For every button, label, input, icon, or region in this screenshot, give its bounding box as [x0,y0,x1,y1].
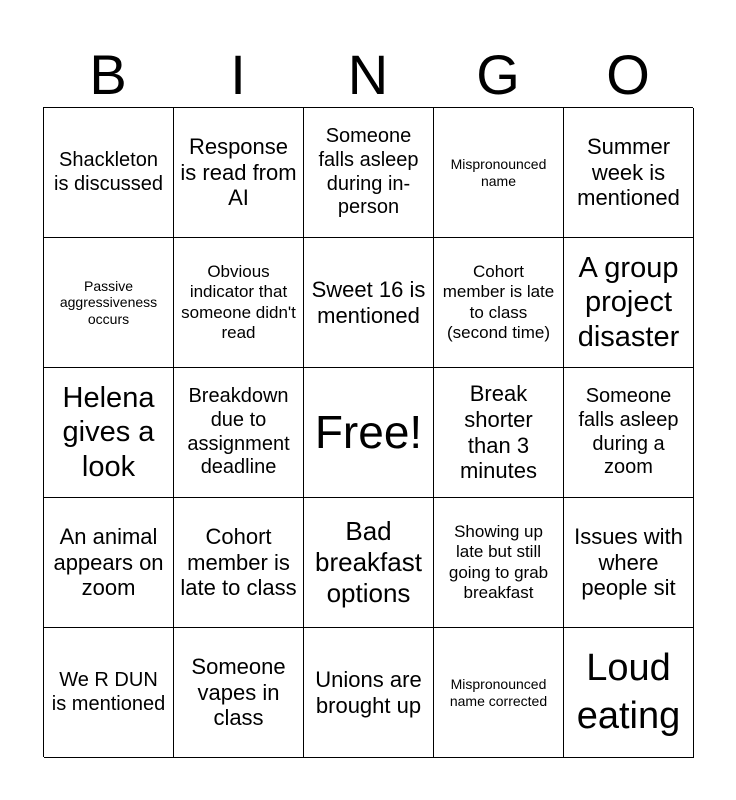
cell-text: We R DUN is mentioned [51,668,166,715]
cell-text: Mispronounced name [450,155,547,189]
bingo-cell[interactable] [434,368,564,498]
cell-text: Cohort member is late to class (second time) [442,262,555,342]
bingo-cell[interactable] [44,498,174,628]
bingo-cell[interactable] [174,238,304,368]
bingo-cell[interactable] [434,108,564,238]
bingo-cell[interactable] [434,498,564,628]
cell-text: Breakdown due to assignment deadline [187,385,290,479]
cell-text: Loud eating [576,647,681,737]
bingo-cell[interactable] [304,628,434,758]
cell-text: Mispronounced name corrected [449,675,548,709]
bingo-cell[interactable] [434,238,564,368]
bingo-cell[interactable] [564,498,694,628]
cell-text: Issues with where people sit [574,523,683,601]
bingo-cell[interactable] [174,628,304,758]
bingo-cell[interactable] [44,628,174,758]
header-letter-o: O [606,43,650,106]
cell-text: Helena gives a look [62,382,155,483]
cell-text: A group project disaster [577,252,680,353]
bingo-cell[interactable] [44,238,174,368]
cell-text: Showing up late but still going to grab breakfast [448,522,549,602]
cell-text: Bad breakfast options [315,516,422,608]
header-letter-b: B [89,43,127,106]
bingo-cell[interactable] [434,628,564,758]
bingo-cell[interactable] [564,628,694,758]
cell-text: Obvious indicator that someone didn't read [181,262,296,342]
free-space-cell[interactable] [304,368,434,498]
cell-text: An animal appears on zoom [53,523,164,601]
bingo-board [43,107,693,757]
bingo-cell[interactable] [174,498,304,628]
cell-text: Response is read from AI [180,133,297,211]
bingo-cell[interactable] [564,108,694,238]
cell-text: Passive aggressiveness occurs [59,277,158,327]
cell-text: Shackleton is discussed [54,148,163,195]
cell-text: Someone falls asleep during in-person [318,125,419,219]
bingo-cell[interactable] [44,368,174,498]
cell-text: Free! [314,406,423,459]
bingo-header [43,44,693,106]
header-letter-g: G [476,43,520,106]
cell-text: Summer week is mentioned [577,133,680,211]
bingo-cell[interactable] [564,368,694,498]
bingo-cell[interactable] [304,108,434,238]
bingo-cell[interactable] [44,108,174,238]
cell-text: Unions are brought up [315,666,422,718]
cell-text: Sweet 16 is mentioned [311,276,426,328]
bingo-cell[interactable] [174,368,304,498]
cell-text: Someone falls asleep during a zoom [578,385,679,479]
bingo-cell[interactable] [304,498,434,628]
bingo-cell[interactable] [564,238,694,368]
bingo-cell[interactable] [304,238,434,368]
cell-text: Break shorter than 3 minutes [459,380,538,484]
bingo-cell[interactable] [174,108,304,238]
header-letter-i: I [230,43,246,106]
cell-text: Cohort member is late to class [180,523,297,601]
header-letter-n: N [347,43,389,106]
cell-text: Someone vapes in class [191,653,286,731]
